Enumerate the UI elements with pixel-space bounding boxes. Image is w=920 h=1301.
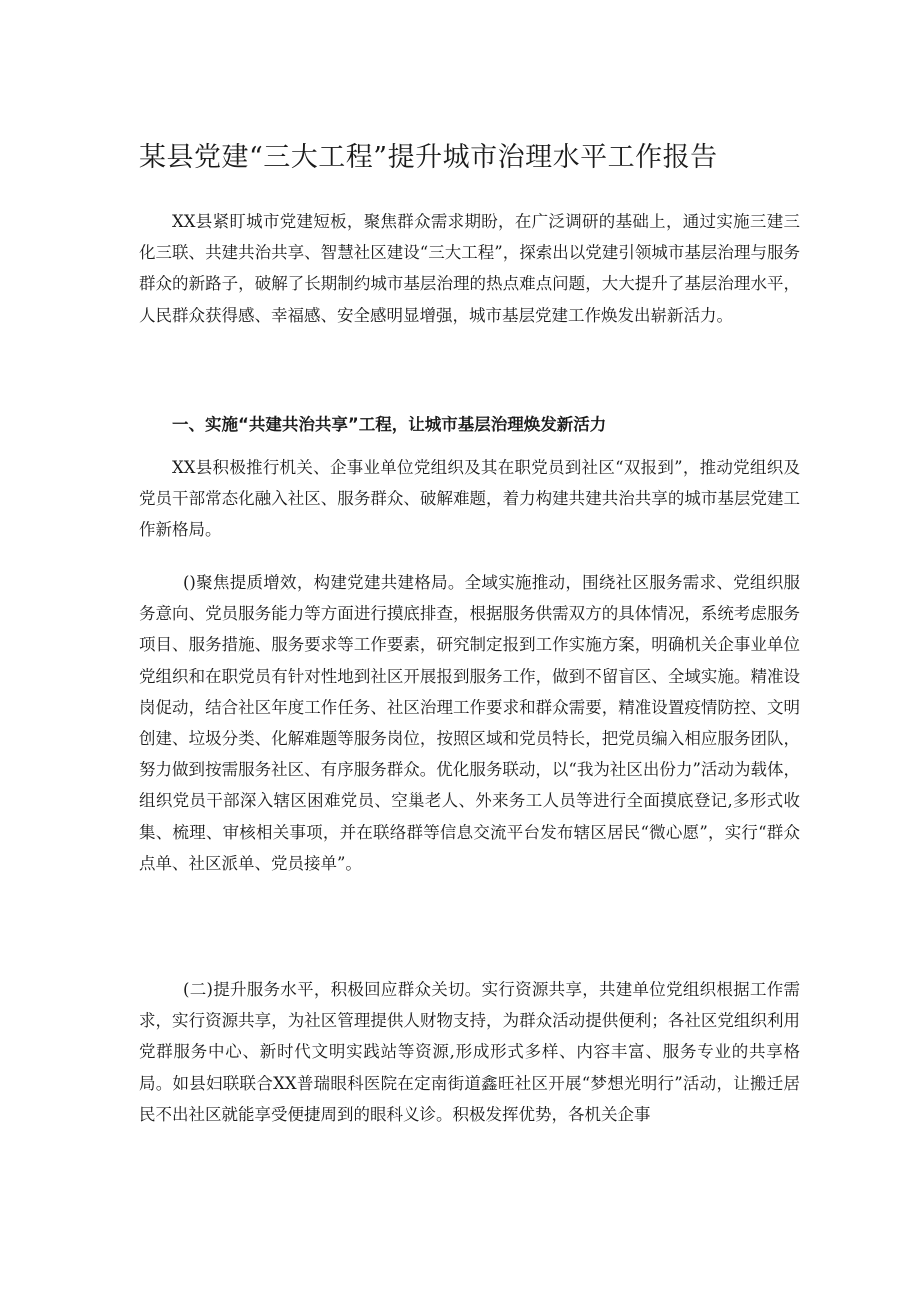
item-2-paragraph: (二)提升服务水平，积极回应群众关切。实行资源共享，共建单位党组织根据工作需求，实行资源共享，为社区管理提供人财物支持，为群众活动提供便利；各社区党组织利用党群服务中心、新时代文明实践站等资源,形成形式多样、内容丰富、服务专业的共享格局。如县妇联联合XX普瑞眼科医院在定南街道鑫旺社区开展“梦想光明行”活动，让搬迁居民不出社区就能享受便捷周到的眼科义诊。积极发挥优势，各机关企事 xyxy=(139,980,800,1124)
document-title: 某县党建“三大工程”提升城市治理水平工作报告 xyxy=(139,142,718,173)
item-1-paragraph: ()聚焦提质增效，构建党建共建格局。全域实施推动，围绕社区服务需求、党组织服务意向、党员服务能力等方面进行摸底排查，根据服务供需双方的具体情况，系统考虑服务项目、服务措施、服务要求等工作要素，研究制定报到工作实施方案，明确机关企事业单位党组织和在职党员有针对性地到社区开展报到服务工作，做到不留盲区、全域实施。精准设岗促动，结合社区年度工作任务、社区治理工作要求和群众需要，精准设置疫情防控、文明创建、垃圾分类、化解难题等服务岗位，按照区域和党员特长，把党员编入相应服务团队，努力做到按需服务社区、有序服务群众。优化服务联动，以“我为社区出份力”活动为载体，组织党员干部深入辖区困难党员、空巢老人、外来务工人员等进行全面摸底登记,多形式收集、梳理、审核相关事项，并在联络群等信息交流平台发布辖区居民“微心愿”，实行“群众点单、社区派单、党员接单”。 xyxy=(139,573,800,873)
intro-paragraph: XX县紧盯城市党建短板，聚焦群众需求期盼，在广泛调研的基础上，通过实施三建三化三联、共建共治共享、智慧社区建设“三大工程”，探索出以党建引领城市基层治理与服务群众的新路子，破解了长期制约城市基层治理的热点难点问题，大大提升了基层治理水平，人民群众获得感、幸福感、安全感明显增强，城市基层党建工作焕发出崭新活力。 xyxy=(139,212,800,325)
section-1-heading: 一、实施“共建共治共享”工程，让城市基层治理焕发新活力 xyxy=(172,415,607,434)
section-1-intro-paragraph: XX县积极推行机关、企事业单位党组织及其在职党员到社区“双报到”，推动党组织及党员干部常态化融入社区、服务群众、破解难题，着力构建共建共治共享的城市基层党建工作新格局。 xyxy=(139,458,800,540)
